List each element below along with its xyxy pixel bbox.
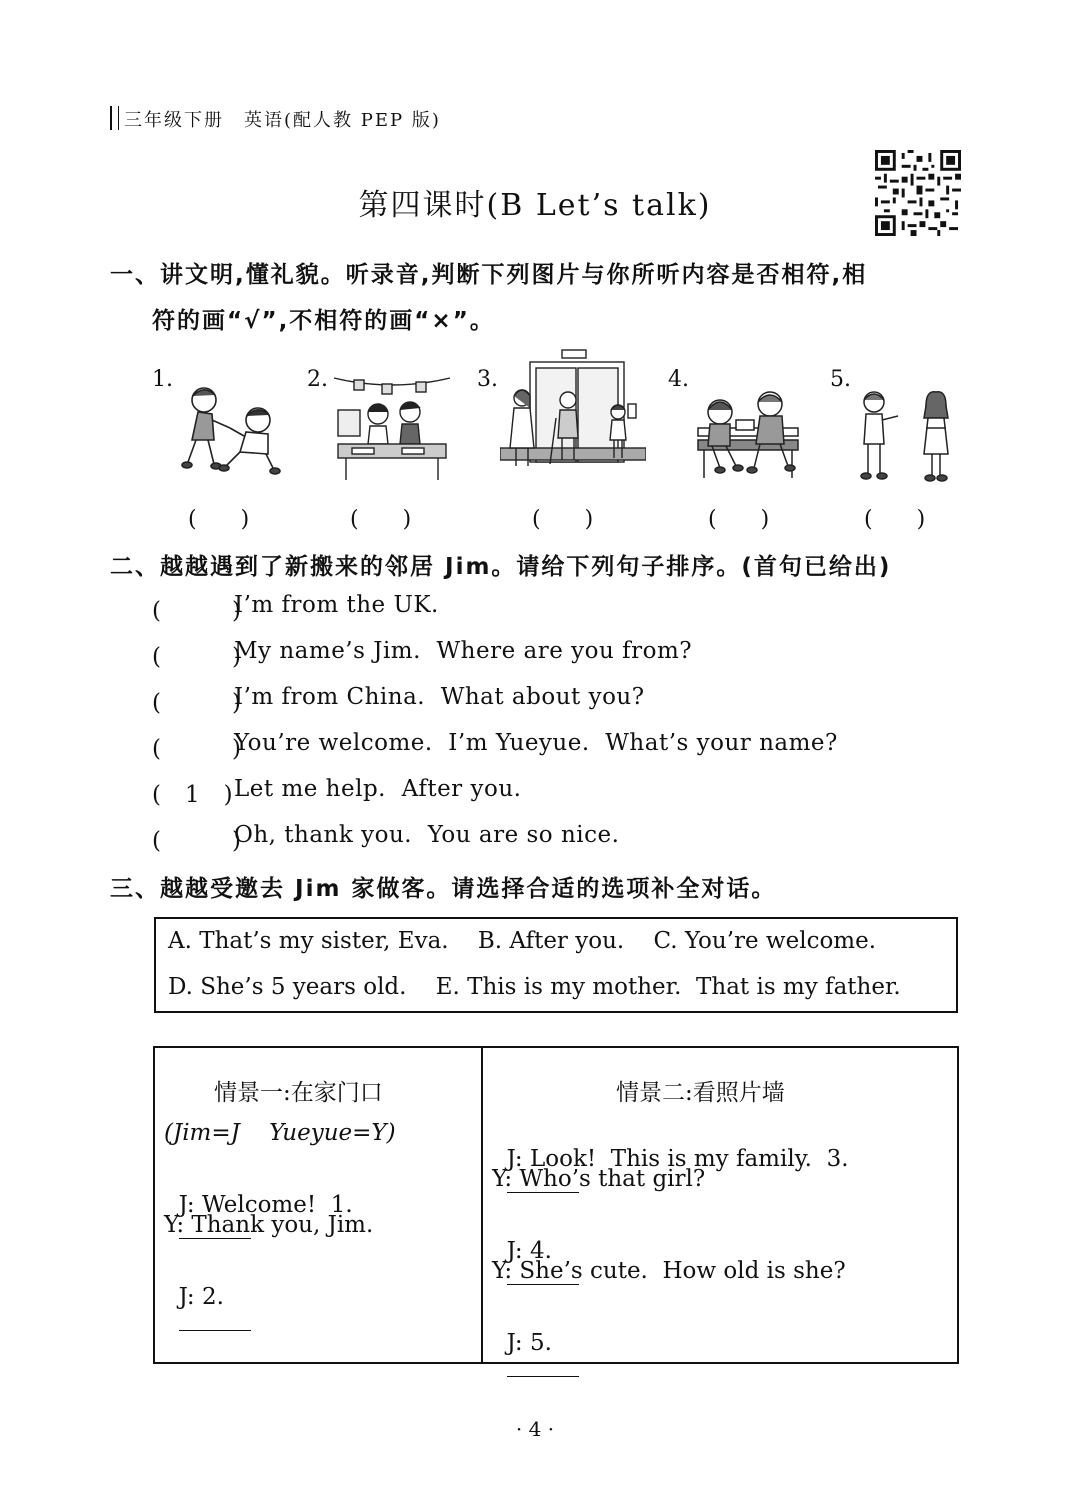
order-paren[interactable]: ( 1 ) [152, 782, 234, 808]
dialogue-line [164, 1258, 251, 1337]
dialogue-line: Y: She’s cute. How old is she? [492, 1258, 846, 1284]
elevator-people-icon [500, 348, 646, 486]
order-paren[interactable]: ( ) [152, 828, 242, 854]
dialogue-text: J: Look! This is my family. 3. [506, 1146, 849, 1172]
section1-heading-line2: 符的画“√”,不相符的画“×”。 [152, 308, 495, 334]
item-number: 2. [307, 367, 328, 392]
options-row: A. That’s my sister, Eva. B. After you. C. You’re welcome. [168, 928, 877, 954]
dialogue-text: J: Welcome! 1. [178, 1192, 353, 1218]
bench-sharing-icon [696, 384, 800, 480]
section2-heading: 二、越越遇到了新搬来的邻居 Jim。请给下列句子排序。(首句已给出) [110, 554, 892, 580]
page-title: 第四课时(B Let’s talk) [358, 188, 712, 223]
boy-girl-talking-icon [854, 388, 958, 484]
answer-blank[interactable] [179, 1310, 251, 1331]
dialogue-text: J: 5. [506, 1330, 552, 1356]
section3-heading: 三、越越受邀去 Jim 家做客。请选择合适的选项补全对话。 [110, 876, 777, 902]
order-paren[interactable]: ( ) [152, 736, 242, 762]
options-row: D. She’s 5 years old. E. This is my mother. That is my father. [168, 974, 901, 1000]
dialogue-line: Y: Who’s that girl? [492, 1166, 706, 1192]
table-divider [481, 1046, 483, 1364]
order-paren[interactable]: ( ) [152, 644, 242, 670]
classroom-kids-icon [332, 370, 452, 482]
answer-paren[interactable]: ( ) [188, 507, 250, 532]
answer-blank[interactable] [507, 1356, 579, 1377]
dialogue-line [492, 1304, 579, 1383]
answer-paren[interactable]: ( ) [708, 507, 770, 532]
dialogue-text: J: 2. [178, 1284, 224, 1310]
dialogue-line: Y: Thank you, Jim. [164, 1212, 374, 1238]
scene1-title: 情景一:在家门口 [214, 1080, 383, 1106]
order-sentence: I’m from China. What about you? [234, 684, 645, 710]
item-number: 1. [152, 367, 173, 392]
answer-paren[interactable]: ( ) [864, 507, 926, 532]
order-sentence: Let me help. After you. [234, 776, 522, 802]
answer-paren[interactable]: ( ) [350, 507, 412, 532]
scene2-title: 情景二:看照片墙 [616, 1080, 785, 1106]
order-paren[interactable]: ( ) [152, 598, 242, 624]
children-helping-icon [178, 382, 282, 476]
order-paren[interactable]: ( ) [152, 690, 242, 716]
order-sentence: Oh, thank you. You are so nice. [234, 822, 620, 848]
order-sentence: My name’s Jim. Where are you from? [234, 638, 693, 664]
header-bar [110, 106, 119, 130]
dialogue-text: J: 4. [506, 1238, 552, 1264]
page-header: 三年级下册 英语(配人教 PEP 版) [124, 110, 441, 131]
page-number: · 4 · [515, 1417, 555, 1441]
qr-code-icon[interactable] [875, 150, 961, 236]
order-sentence: You’re welcome. I’m Yueyue. What’s your name? [234, 730, 838, 756]
answer-paren[interactable]: ( ) [532, 507, 594, 532]
scene1-legend: (Jim=J Yueyue=Y) [164, 1120, 396, 1146]
order-sentence: I’m from the UK. [234, 592, 439, 618]
section1-heading-line1: 一、讲文明,懂礼貌。听录音,判断下列图片与你所听内容是否相符,相 [110, 262, 868, 288]
item-number: 3. [477, 367, 498, 392]
item-number: 4. [668, 367, 689, 392]
item-number: 5. [830, 367, 851, 392]
